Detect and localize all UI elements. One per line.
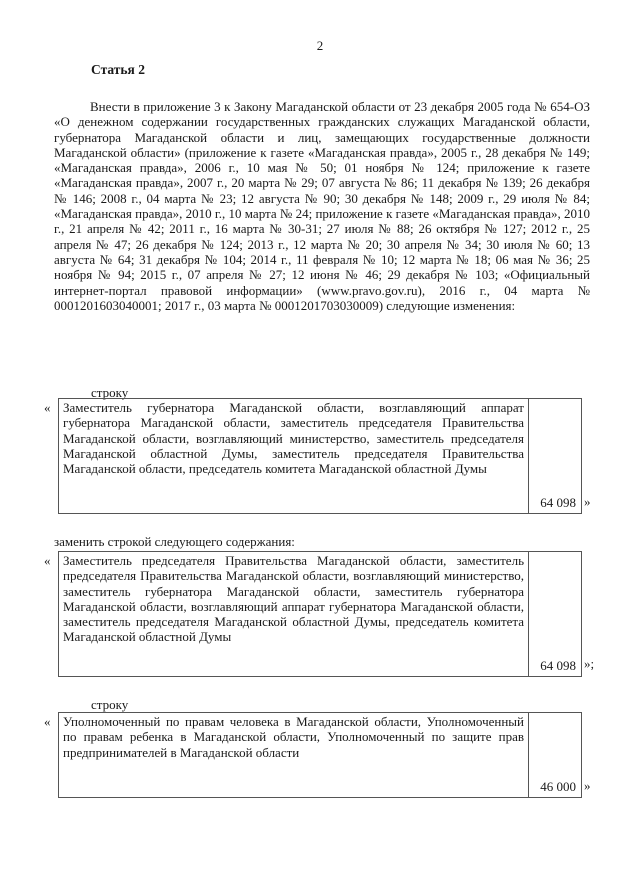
row-amount-cell: [529, 552, 581, 676]
label-replace: заменить строкой следующего содержания:: [54, 534, 295, 549]
table-row: [58, 712, 582, 798]
row-text: Уполномоченный по правам человека в Магаданской области, Уполномоченный по правам ребенка в Магаданской области, Уполномоченный по защите прав предпринимателей в Магаданской области: [59, 713, 529, 797]
row-amount-cell: [529, 399, 581, 513]
close-quote: »;: [584, 656, 595, 671]
page-number: 2: [316, 38, 324, 53]
table-row: [58, 398, 582, 514]
row-amount-cell: [529, 713, 581, 797]
row-text: Заместитель губернатора Магаданской области, возглавляющий аппарат губернатора Магаданской области, заместитель председателя Правительства Магаданской области, возглавляющий министерство, заместитель председателя Магаданской областной Думы, заместитель председателя Правительства Магаданской области, председатель комитета Магаданской областной Думы: [59, 399, 529, 513]
label-stroku-1: строку: [91, 385, 129, 400]
article-title: Статья 2: [91, 62, 145, 77]
row-amount: 46 000: [540, 779, 576, 794]
intro-paragraph: Внести в приложение 3 к Закону Магаданской области от 23 декабря 2005 года № 654-ОЗ «О денежном содержании государственных гражданских служащих Магаданской области, губернатора Магаданской области и лиц, замещающих государственные должности Магаданской области» (приложение к газете «Магаданская правда», 2005 г., 28 декабря № 149; «Магаданская правда», 2006 г., 10 мая № 50; 01 ноября № 124; приложение к газете «Магаданская правда», 2007 г., 20 марта № 29; 07 августа № 86; 11 декабря № 139; 26 декабря № 146; 2008 г., 04 марта № 23; 12 августа № 90; 30 декабря № 148; 2009 г., 29 июля № 84; «Магаданская правда», 2010 г., 10 марта № 24; приложение к газете «Магаданская правда», 2010 г., 21 апреля № 42; 2011 г., 16 марта № 30-31; 27 июля № 88; 26 октября № 127; 2012 г., 25 апреля № 47; 26 декабря № 124; 2013 г., 12 марта № 20; 30 апреля № 34; 30 июля № 60; 13 августа № 64; 31 декабря № 104; 2014 г., 11 февраля № 10; 12 марта № 18; 06 мая № 36; 25 ноября № 94; 2015 г., 07 апреля № 27; 12 июня № 46; 29 декабря № 103; «Официальный интернет-портал правовой информации» (www.pravo.gov.ru), 2016 г., 04 марта № 0001201603040001; 2017 г., 03 марта № 0001201703030009) следующие изменения:: [54, 99, 590, 313]
row-amount: 64 098: [540, 658, 576, 673]
open-quote: «: [44, 400, 51, 415]
close-quote: »: [584, 494, 591, 509]
row-text: Заместитель председателя Правительства Магаданской области, заместитель председателя Правительства Магаданской области, возглавляющий министерство, заместитель губернатора Магаданской области, заместитель губернатора Магаданской области, возглавляющий аппарат губернатора Магаданской области, заместитель председателя Магаданской областной Думы, председатель комитета Магаданской областной Думы: [59, 552, 529, 676]
close-quote: »: [584, 778, 591, 793]
label-stroku-2: строку: [91, 697, 129, 712]
open-quote: «: [44, 714, 51, 729]
open-quote: «: [44, 553, 51, 568]
table-row: [58, 551, 582, 677]
row-amount: 64 098: [540, 495, 576, 510]
